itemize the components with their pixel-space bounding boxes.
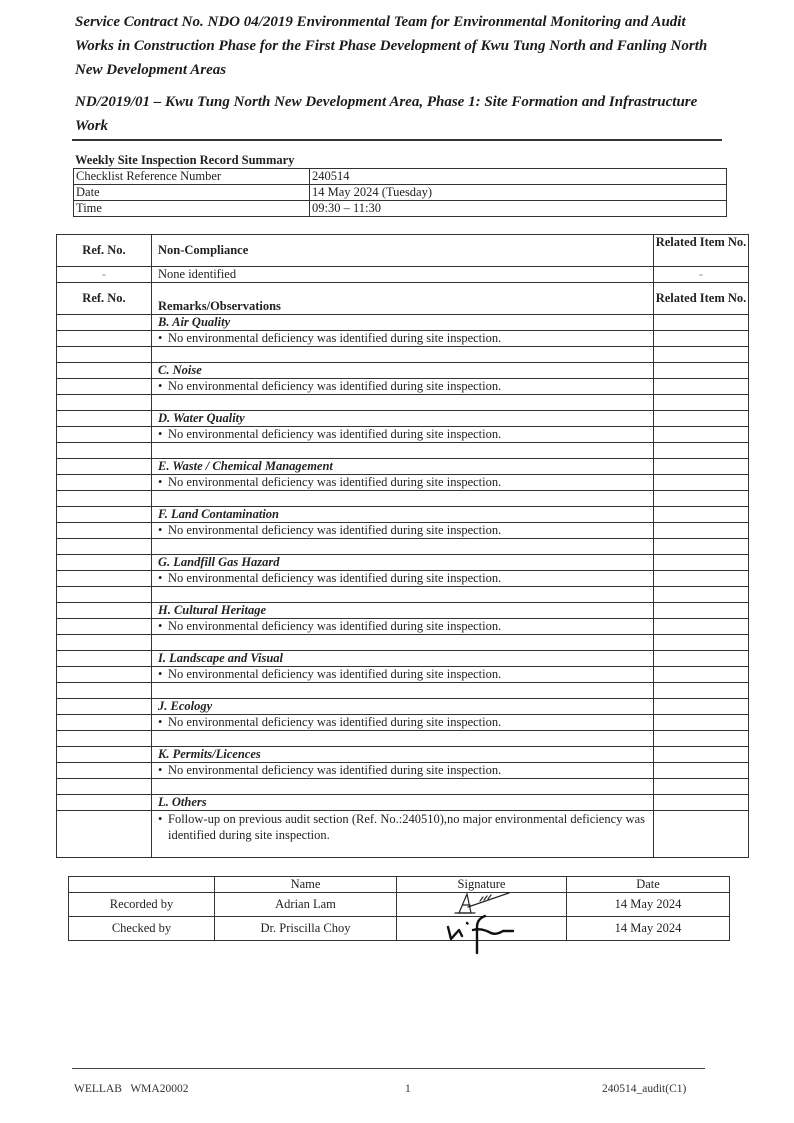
section-heading: J. Ecology	[152, 699, 654, 715]
noncompliance-related: -	[654, 267, 749, 283]
noncompliance-row	[57, 267, 749, 283]
summary-label: Time	[74, 201, 310, 217]
section-ref	[57, 363, 152, 379]
noncompliance-text: None identified	[152, 267, 654, 283]
summary-row	[74, 185, 727, 201]
summary-row	[74, 201, 727, 217]
observation-related	[654, 811, 749, 858]
observation-text: No environmental deficiency was identified during site inspection.	[168, 475, 502, 489]
spacer-cell	[152, 731, 654, 747]
observation-related	[654, 667, 749, 683]
spacer-cell	[654, 731, 749, 747]
signoff-header-signature: Signature	[397, 877, 567, 893]
observation-text: No environmental deficiency was identified during site inspection.	[168, 619, 502, 633]
summary-label: Checklist Reference Number	[74, 169, 310, 185]
observation-row	[57, 715, 749, 731]
observation-cell	[152, 427, 654, 443]
section-heading-row	[57, 555, 749, 571]
observation-related	[654, 379, 749, 395]
section-ref	[57, 555, 152, 571]
bullet-icon: •	[158, 523, 163, 537]
summary-value: 240514	[310, 169, 727, 185]
section-heading: F. Land Contamination	[152, 507, 654, 523]
noncompliance-ref: -	[57, 267, 152, 283]
spacer-cell	[654, 779, 749, 795]
observation-related	[654, 715, 749, 731]
observation-ref	[57, 571, 152, 587]
signoff-header-blank	[69, 877, 215, 893]
observation-row	[57, 475, 749, 491]
spacer-cell	[57, 731, 152, 747]
observation-ref	[57, 379, 152, 395]
section-heading-row	[57, 363, 749, 379]
observation-cell	[152, 571, 654, 587]
spacer-cell	[57, 347, 152, 363]
signature-image	[397, 893, 567, 917]
spacer-cell	[57, 683, 152, 699]
section-heading: C. Noise	[152, 363, 654, 379]
observation-related	[654, 427, 749, 443]
bullet-icon: •	[158, 331, 163, 345]
observation-ref	[57, 475, 152, 491]
footer-divider	[72, 1068, 705, 1069]
section-related	[654, 315, 749, 331]
spacer-cell	[152, 347, 654, 363]
signature-cell	[397, 893, 567, 917]
section-heading: L. Others	[152, 795, 654, 811]
signoff-date: 14 May 2024	[567, 893, 730, 917]
observation-row	[57, 427, 749, 443]
observation-ref	[57, 331, 152, 347]
spacer-cell	[654, 683, 749, 699]
observation-cell	[152, 763, 654, 779]
section-related	[654, 651, 749, 667]
noncompliance-header: Non-Compliance	[152, 235, 654, 267]
observation-text: Follow-up on previous audit section (Ref. No.:240510),no major environmental deficiency was identified during site inspection.	[168, 812, 645, 842]
spacer-row	[57, 491, 749, 507]
spacer-cell	[152, 587, 654, 603]
observation-text: No environmental deficiency was identified during site inspection.	[168, 427, 502, 441]
section-ref	[57, 651, 152, 667]
observation-ref	[57, 667, 152, 683]
summary-row	[74, 169, 727, 185]
observation-text: No environmental deficiency was identified during site inspection.	[168, 523, 502, 537]
footer-document-code: WELLAB WMA20002	[74, 1083, 189, 1095]
section-related	[654, 699, 749, 715]
section-heading: E. Waste / Chemical Management	[152, 459, 654, 475]
spacer-cell	[152, 635, 654, 651]
signoff-name: Adrian Lam	[215, 893, 397, 917]
section-related	[654, 459, 749, 475]
section-ref	[57, 795, 152, 811]
section-heading: I. Landscape and Visual	[152, 651, 654, 667]
section-related	[654, 747, 749, 763]
section-related	[654, 555, 749, 571]
observation-cell	[152, 523, 654, 539]
bullet-icon: •	[158, 715, 163, 729]
observation-text: No environmental deficiency was identified during site inspection.	[168, 331, 502, 345]
observation-cell	[152, 379, 654, 395]
observation-text: No environmental deficiency was identified during site inspection.	[168, 715, 502, 729]
bullet-icon: •	[158, 475, 163, 489]
section-ref	[57, 411, 152, 427]
observation-related	[654, 523, 749, 539]
section-heading: D. Water Quality	[152, 411, 654, 427]
observation-ref	[57, 427, 152, 443]
signoff-name: Dr. Priscilla Choy	[215, 917, 397, 941]
contract-subtitle: ND/2019/01 – Kwu Tung North New Development Area, Phase 1: Site Formation and Infrastructure Work	[75, 94, 698, 134]
section-related	[654, 363, 749, 379]
signoff-row	[69, 893, 730, 917]
observation-related	[654, 763, 749, 779]
observation-text: No environmental deficiency was identified during site inspection.	[168, 763, 502, 777]
section-ref	[57, 699, 152, 715]
section-ref	[57, 747, 152, 763]
bullet-icon: •	[158, 571, 163, 585]
section-ref	[57, 459, 152, 475]
noncompliance-header-row	[57, 235, 749, 267]
spacer-row	[57, 683, 749, 699]
observation-related	[654, 475, 749, 491]
bullet-icon: •	[158, 812, 163, 826]
observation-ref	[57, 763, 152, 779]
observation-row	[57, 619, 749, 635]
signoff-role: Checked by	[69, 917, 215, 941]
bullet-icon: •	[158, 667, 163, 681]
bullet-icon: •	[158, 427, 163, 441]
signature-cell	[397, 917, 567, 941]
summary-caption: Weekly Site Inspection Record Summary	[75, 153, 295, 167]
section-heading: B. Air Quality	[152, 315, 654, 331]
contract-title: Service Contract No. NDO 04/2019 Environmental Team for Environmental Monitoring and Audit Works in Construction Phase for the First Phase Development of Kwu Tung North and Fanling North New Development Areas	[75, 14, 708, 78]
observation-row	[57, 571, 749, 587]
section-related	[654, 411, 749, 427]
spacer-cell	[654, 635, 749, 651]
signoff-date: 14 May 2024	[567, 917, 730, 941]
summary-value: 09:30 – 11:30	[310, 201, 727, 217]
section-heading-row	[57, 699, 749, 715]
observation-ref	[57, 715, 152, 731]
observation-cell	[152, 811, 654, 858]
spacer-cell	[152, 683, 654, 699]
spacer-cell	[152, 395, 654, 411]
spacer-cell	[654, 395, 749, 411]
section-heading-row	[57, 603, 749, 619]
observation-ref	[57, 811, 152, 858]
section-heading: G. Landfill Gas Hazard	[152, 555, 654, 571]
observation-row	[57, 811, 749, 858]
section-related	[654, 795, 749, 811]
spacer-cell	[152, 491, 654, 507]
bullet-icon: •	[158, 619, 163, 633]
section-heading-row	[57, 411, 749, 427]
section-heading-row	[57, 795, 749, 811]
spacer-row	[57, 347, 749, 363]
section-ref	[57, 315, 152, 331]
observation-row	[57, 763, 749, 779]
summary-table	[73, 168, 727, 217]
observation-row	[57, 667, 749, 683]
section-related	[654, 507, 749, 523]
observation-cell	[152, 715, 654, 731]
spacer-cell	[152, 779, 654, 795]
spacer-cell	[57, 587, 152, 603]
spacer-cell	[654, 539, 749, 555]
spacer-cell	[654, 443, 749, 459]
observation-ref	[57, 523, 152, 539]
signoff-row	[69, 917, 730, 941]
section-ref	[57, 507, 152, 523]
section-related	[654, 603, 749, 619]
bullet-icon: •	[158, 379, 163, 393]
page-number: 1	[405, 1083, 411, 1095]
signoff-header-name: Name	[215, 877, 397, 893]
observation-text: No environmental deficiency was identified during site inspection.	[168, 667, 502, 681]
spacer-cell	[57, 491, 152, 507]
signoff-role: Recorded by	[69, 893, 215, 917]
spacer-row	[57, 395, 749, 411]
spacer-row	[57, 731, 749, 747]
observation-cell	[152, 331, 654, 347]
spacer-cell	[152, 539, 654, 555]
signature-image	[397, 917, 567, 941]
section-heading-row	[57, 459, 749, 475]
bullet-icon: •	[158, 763, 163, 777]
spacer-cell	[57, 779, 152, 795]
spacer-cell	[57, 539, 152, 555]
ref-no-header: Ref. No.	[57, 283, 152, 315]
footer-file-reference: 240514_audit(C1)	[602, 1083, 687, 1095]
signoff-table	[68, 876, 730, 941]
ref-no-header: Ref. No.	[57, 235, 152, 267]
spacer-cell	[654, 491, 749, 507]
remarks-header-row	[57, 283, 749, 315]
spacer-cell	[654, 587, 749, 603]
related-item-header: Related Item No.	[654, 235, 749, 267]
spacer-row	[57, 635, 749, 651]
spacer-cell	[654, 347, 749, 363]
observation-related	[654, 331, 749, 347]
observation-row	[57, 379, 749, 395]
spacer-cell	[57, 395, 152, 411]
observation-cell	[152, 475, 654, 491]
spacer-row	[57, 779, 749, 795]
observation-cell	[152, 619, 654, 635]
signoff-header-date: Date	[567, 877, 730, 893]
section-ref	[57, 603, 152, 619]
spacer-cell	[57, 443, 152, 459]
observation-related	[654, 571, 749, 587]
section-heading: H. Cultural Heritage	[152, 603, 654, 619]
observation-cell	[152, 667, 654, 683]
observation-text: No environmental deficiency was identified during site inspection.	[168, 571, 502, 585]
section-heading-row	[57, 747, 749, 763]
header-divider	[72, 139, 722, 141]
observation-related	[654, 619, 749, 635]
observation-row	[57, 523, 749, 539]
spacer-row	[57, 443, 749, 459]
spacer-cell	[57, 635, 152, 651]
section-heading-row	[57, 315, 749, 331]
spacer-cell	[152, 443, 654, 459]
remarks-header: Remarks/Observations	[152, 283, 654, 315]
spacer-row	[57, 587, 749, 603]
section-heading-row	[57, 651, 749, 667]
summary-value: 14 May 2024 (Tuesday)	[310, 185, 727, 201]
related-item-header: Related Item No.	[654, 283, 749, 315]
spacer-row	[57, 539, 749, 555]
observation-row	[57, 331, 749, 347]
inspection-table	[56, 234, 749, 858]
observation-ref	[57, 619, 152, 635]
section-heading-row	[57, 507, 749, 523]
summary-label: Date	[74, 185, 310, 201]
document-title-block	[75, 10, 725, 138]
section-heading: K. Permits/Licences	[152, 747, 654, 763]
observation-text: No environmental deficiency was identified during site inspection.	[168, 379, 502, 393]
signoff-header-row	[69, 877, 730, 893]
